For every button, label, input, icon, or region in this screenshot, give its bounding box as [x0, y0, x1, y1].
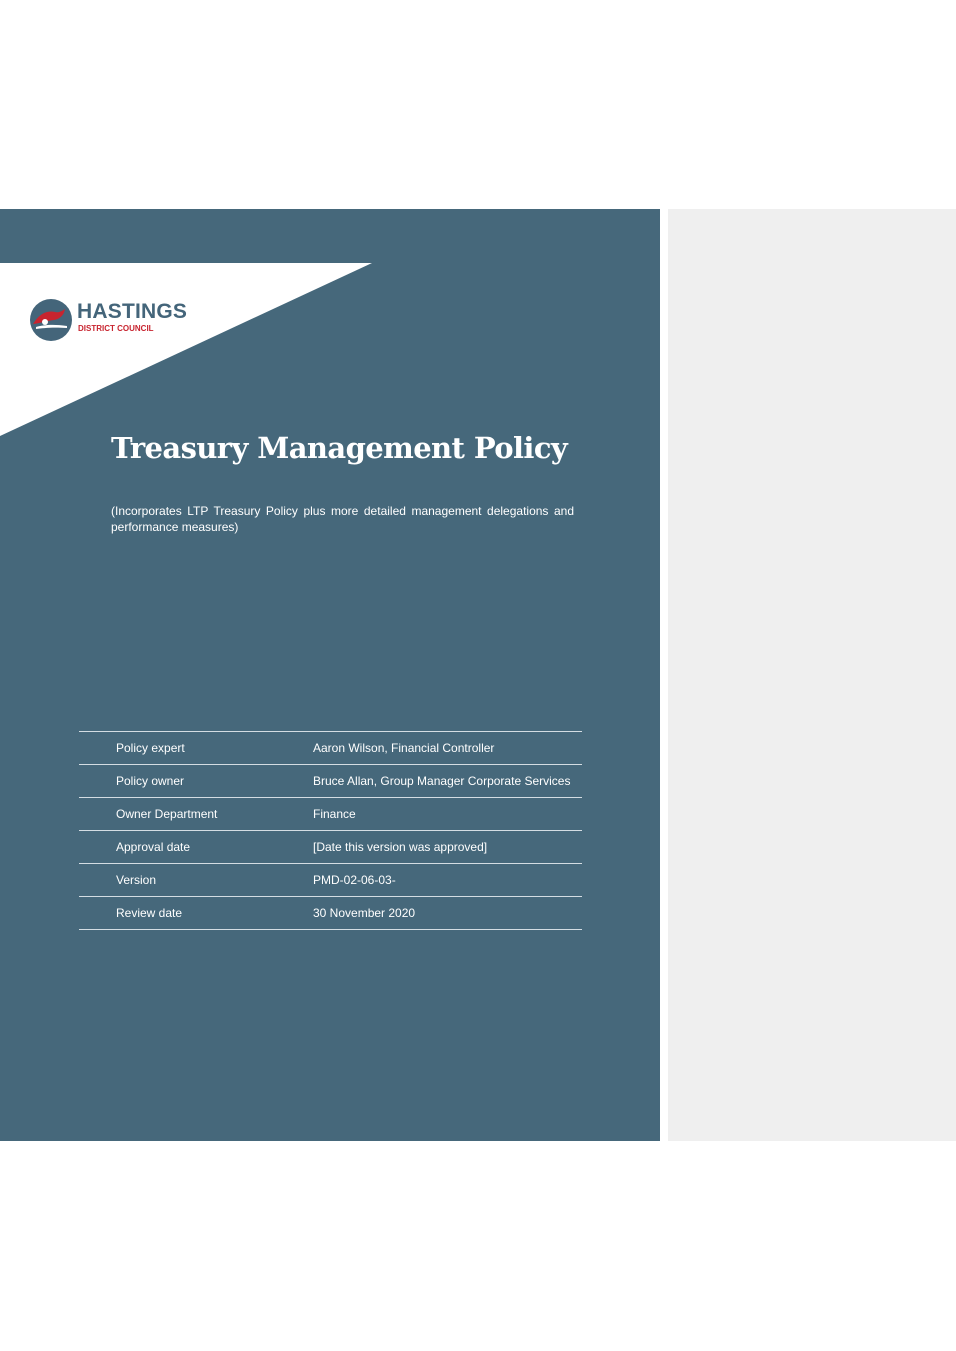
side-panel: [668, 209, 956, 1141]
policy-details-table: [79, 731, 582, 930]
details-row-policy-owner: [79, 765, 582, 798]
details-label: Approval date: [116, 840, 191, 854]
details-row-owner-department: [79, 798, 582, 831]
details-value: Finance: [313, 807, 356, 821]
details-row-review-date: [79, 897, 582, 930]
document-title: Treasury Management Policy: [111, 431, 568, 465]
logo-name: HASTINGS: [77, 300, 188, 323]
details-row-policy-expert: [79, 732, 582, 765]
logo-emblem-icon: [29, 298, 73, 342]
details-value: 30 November 2020: [313, 906, 416, 920]
details-label: Policy expert: [116, 741, 185, 755]
details-label: Version: [116, 873, 157, 887]
details-label: Review date: [116, 906, 183, 920]
details-row-approval-date: [79, 831, 582, 864]
white-wedge-shape: [0, 263, 372, 436]
details-value: [Date this version was approved]: [313, 840, 488, 854]
details-value: Aaron Wilson, Financial Controller: [313, 741, 495, 755]
details-row-version: [79, 864, 582, 897]
details-label: Policy owner: [116, 774, 185, 788]
council-logo: [29, 297, 189, 343]
logo-subname: DISTRICT COUNCIL: [78, 324, 154, 333]
details-value: PMD-02-06-03-: [313, 873, 396, 887]
details-label: Owner Department: [116, 807, 218, 821]
document-subtitle: (Incorporates LTP Treasury Policy plus more detailed management delegations and performance measures): [111, 504, 574, 534]
details-value: Bruce Allan, Group Manager Corporate Services: [313, 774, 571, 788]
